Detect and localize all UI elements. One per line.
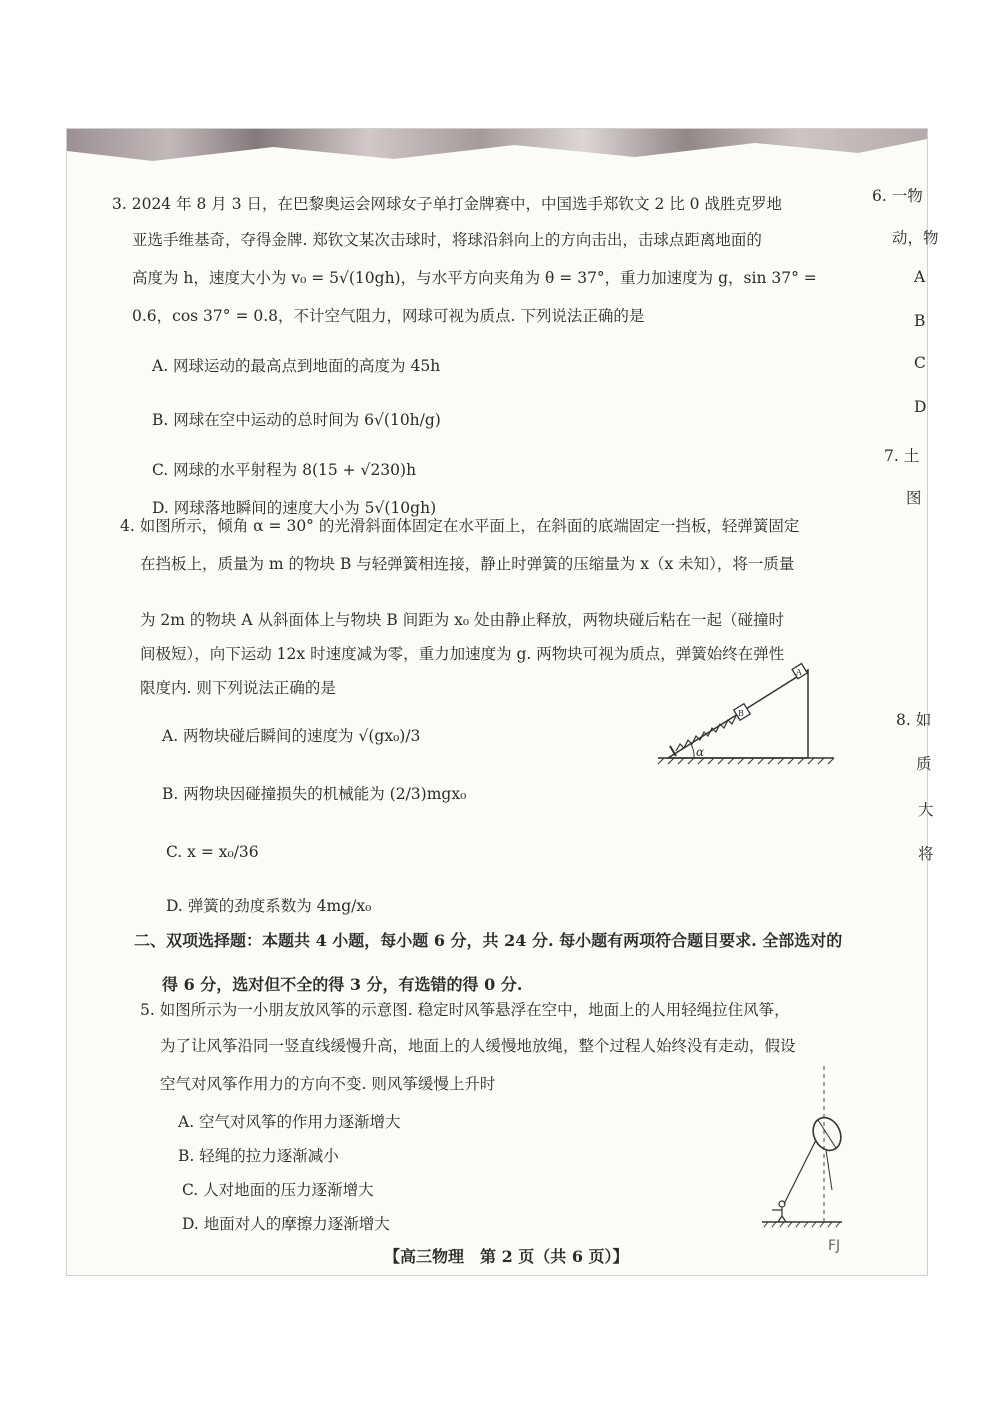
block-b-label: B [738, 709, 744, 718]
q4-line-5: 限度内. 则下列说法正确的是 [140, 679, 336, 697]
section-2-header-line-2: 得 6 分，选对但不全的得 3 分，有选错的得 0 分. [162, 975, 523, 994]
q3-option-c: C. 网球的水平射程为 8(15 + √230)h [152, 461, 417, 479]
q5-line-2: 为了让风筝沿同一竖直线缓慢升高，地面上的人缓慢地放绳，整个过程人始终没有走动，假设 [160, 1037, 796, 1055]
q3-line-4: 0.6，cos 37° = 0.8，不计空气阻力，网球可视为质点. 下列说法正确的是 [132, 307, 645, 325]
right-edge-fragment-9: 8. 如 [896, 711, 932, 729]
q3-option-a: A. 网球运动的最高点到地面的高度为 45h [152, 357, 441, 375]
q5-line-1: 5. 如图所示为一小朋友放风筝的示意图. 稳定时风筝悬浮在空中，地面上的人用轻绳拉住风筝， [140, 1001, 790, 1019]
right-edge-fragment-7: 7. 土 [884, 447, 920, 465]
right-edge-fragment-4: B [914, 312, 926, 330]
right-edge-fragment-3: A [914, 268, 926, 286]
q3-option-d: D. 网球落地瞬间的速度大小为 5√(10gh) [152, 499, 437, 517]
q3-line-3: 高度为 h，速度大小为 v₀ = 5√(10gh)，与水平方向夹角为 θ = 37°，重力加速度为 g，sin 37° = [132, 269, 817, 287]
q5-option-d: D. 地面对人的摩擦力逐渐增大 [182, 1215, 390, 1233]
q5-option-b: B. 轻绳的拉力逐渐减小 [178, 1147, 339, 1165]
block-a-label: A [796, 668, 802, 677]
q4-option-a: A. 两物块碰后瞬间的速度为 √(gx₀)/3 [162, 727, 421, 745]
q5-option-a: A. 空气对风筝的作用力逐渐增大 [178, 1113, 401, 1131]
q3-line-1: 3. 2024 年 8 月 3 日，在巴黎奥运会网球女子单打金牌赛中，中国选手郑钦文 2 比 0 战胜克罗地 [112, 195, 782, 213]
q4-line-1: 4. 如图所示，倾角 α = 30° 的光滑斜面体固定在水平面上，在斜面的底端固定一挡板，轻弹簧固定 [120, 517, 800, 535]
section-2-header-line-1: 二、双项选择题：本题共 4 小题，每小题 6 分，共 24 分. 每小题有两项符合题目要求. 全部选对的 [134, 931, 843, 950]
q4-option-d: D. 弹簧的劲度系数为 4mg/x₀ [166, 897, 372, 915]
right-edge-fragment-8: 图 [906, 489, 922, 507]
photo-background-edge [67, 129, 927, 169]
q5-line-3: 空气对风筝作用力的方向不变. 则风筝缓慢上升时 [160, 1075, 496, 1093]
right-edge-fragment-12: 将 [918, 845, 934, 863]
right-edge-fragment-2: 动，物 [892, 229, 939, 247]
q4-option-c: C. x = x₀/36 [166, 843, 259, 861]
q4-line-3: 为 2m 的物块 A 从斜面体上与物块 B 间距为 x₀ 处由静止释放，两物块碰后粘在一起（碰撞时 [140, 611, 785, 629]
q3-option-b: B. 网球在空中运动的总时间为 6√(10h/g) [152, 411, 441, 429]
right-edge-fragment-1: 6. 一物 [872, 187, 923, 205]
q3-line-2: 亚选手维基奇，夺得金牌. 郑钦文某次击球时，将球沿斜向上的方向击出，击球点距离地面的 [132, 231, 762, 249]
page-footer: 【高三物理 第 2 页（共 6 页）】 [384, 1247, 629, 1266]
right-edge-fragment-10: 质 [916, 755, 932, 773]
kite-figure [756, 1062, 856, 1232]
angle-label: α [696, 745, 705, 759]
q4-line-2: 在挡板上，质量为 m 的物块 B 与轻弹簧相连接，静止时弹簧的压缩量为 x（x 未知），将一质量 [140, 555, 795, 573]
corner-mark: FJ [828, 1238, 841, 1254]
right-edge-fragment-6: D [914, 398, 927, 416]
q4-line-4: 间极短），向下运动 12x 时速度减为零，重力加速度为 g. 两物块可视为质点，弹簧始终在弹性 [140, 645, 785, 663]
incline-spring-figure [656, 660, 836, 770]
q5-option-c: C. 人对地面的压力逐渐增大 [182, 1181, 374, 1199]
right-edge-fragment-11: 大 [918, 801, 934, 819]
q4-option-b: B. 两物块因碰撞损失的机械能为 (2/3)mgx₀ [162, 785, 467, 803]
right-edge-fragment-5: C [914, 354, 926, 372]
